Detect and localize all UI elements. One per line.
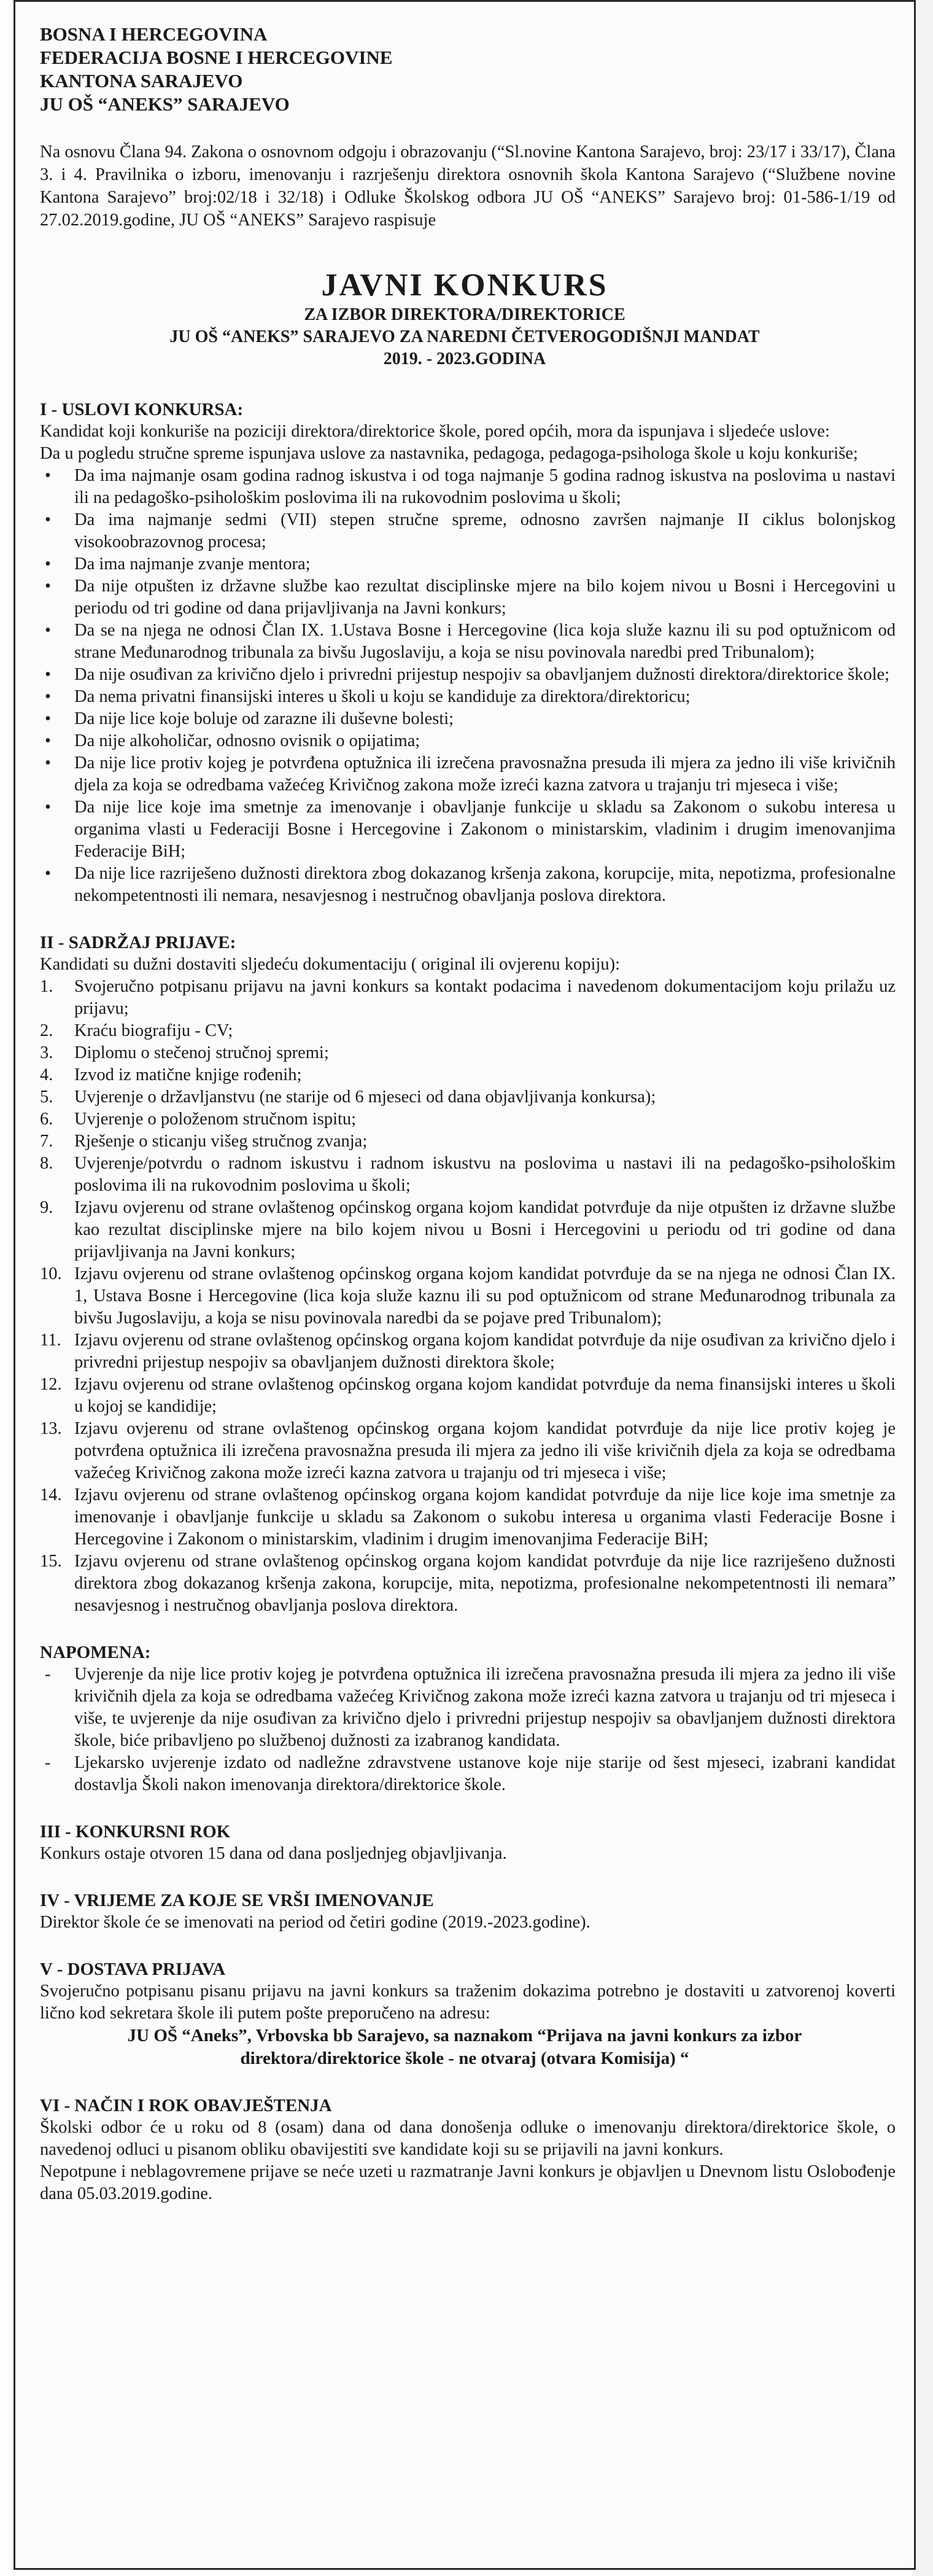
list-item-text: Da nije osuđivan za krivično djelo i privredni prijestup nespojiv sa obavljanjem dužnosti direktora/direktorice škole; (74, 665, 890, 684)
list-marker: • (45, 753, 51, 772)
document-item (40, 1086, 896, 1108)
list-item-text: Da nije otpušten iz državne službe kao rezultat disciplinske mjere na bilo kojem nivou u Bosni i Hercegovini u periodu od tri godine od dana prijavljivanja na Javni konkurs; (74, 577, 896, 618)
list-marker: • (45, 510, 51, 529)
list-marker: 7. (40, 1132, 53, 1151)
list-item-text: Uvjerenje da nije lice protiv kojeg je potvrđena optužnica ili izrečena pravosnažna presuda ili mjera za jedno ili više krivičnih djela za koja se odredbama važećeg Krivičnog zakona može izreći kazna zatvora u trajanju od tri mjeseca i više, te uvjerenje da nije osuđivan za krivično djelo i privredni prijestup nespojiv sa obavljanjem dužnosti direktora škole, biće pribavljeno po službenoj dužnosti za izabranog kandidata. (74, 1665, 896, 1750)
submission-address: JU OŠ “Aneks”, Vrbovska bb Sarajevo, sa naznakom “Prijava na javni konkurs za izbor direktora/direktorice škole - ne otvaraj (otvara Komisija) “ (127, 2026, 802, 2068)
list-item-text: Da nije lice razriješeno dužnosti direktora zbog dokazanog kršenja zakona, korupcije, mita, nepotizma, profesionalne nekompetentnosti ili nemara, nesavjesnog i nestručnog obavljanja poslova direktora. (74, 864, 896, 905)
list-marker: • (45, 555, 51, 574)
list-marker: • (45, 621, 51, 640)
section-heading-conditions: I - USLOVI KONKURSA: (40, 400, 244, 419)
list-marker: • (45, 577, 51, 596)
sub-title-line: JU OŠ “ANEKS” SARAJEVO ZA NAREDNI ČETVEROGODIŠNJI MANDAT (169, 327, 760, 346)
list-item-text: Kraću biografiju - CV; (74, 1021, 233, 1040)
institution-header (40, 23, 896, 116)
document-item (40, 1329, 896, 1374)
deadline-text: Konkurs ostaje otvoren 15 dana od dana posljednjeg objavljivanja. (40, 1844, 507, 1863)
list-item-text: Da nije lice koje ima smetnje za imenovanje i obavljanje funkcije u skladu sa Zakonom o sukobu interesa u organima vlasti u Federaciji Bosne i Hercegovine i Zakonom o ministarskim, vladinim i drugim imenovanjima Federacije BiH; (74, 798, 896, 861)
list-item-text: Diplomu o stečenoj stručnoj spremi; (74, 1043, 329, 1062)
section-heading-application-content: II - SADRŽAJ PRIJAVE: (40, 933, 236, 952)
list-marker: 9. (40, 1198, 53, 1217)
section-heading-note: NAPOMENA: (40, 1643, 151, 1662)
condition-item (40, 465, 896, 509)
conditions-list (34, 465, 896, 907)
header-line: BOSNA I HERCEGOVINA (40, 23, 268, 45)
list-marker: 2. (40, 1021, 53, 1040)
application-intro: Kandidati su dužni dostaviti sljedeću dokumentaciju ( original ili ovjerenu kopiju): (40, 955, 621, 974)
list-item-text: Izjavu ovjerenu od strane ovlaštenog općinskog organa kojom kandidat potvrđuje da nema finansijski interes u školi u kojoj se kandidije; (74, 1375, 896, 1416)
document-item (40, 1153, 896, 1197)
document-item (40, 1108, 896, 1130)
conditions-intro: Kandidat koji konkuriše na poziciji direktora/direktorice škole, pored općih, mora da ispunjava i sljedeće uslove: (40, 422, 830, 441)
list-marker: 15. (40, 1552, 62, 1571)
list-item-text: Uvjerenje o položenom stručnom ispitu; (74, 1110, 357, 1129)
sub-title-line: ZA IZBOR DIREKTORA/DIREKTORICE (304, 305, 625, 324)
section-heading-deadline: III - KONKURSNI ROK (40, 1822, 231, 1842)
section-heading-term: IV - VRIJEME ZA KOJE SE VRŠI IMENOVANJE (40, 1891, 434, 1910)
condition-item (40, 796, 896, 863)
list-item-text: Uvjerenje o državljanstvu (ne starije od 6 mjeseci od dana objavljivanja konkursa); (74, 1088, 656, 1107)
list-marker: 12. (40, 1375, 62, 1394)
list-item-text: Da nije alkoholičar, odnosno ovisnik o opijatima; (74, 731, 420, 750)
document-item (40, 1418, 896, 1484)
header-line: JU OŠ “ANEKS” SARAJEVO (40, 93, 290, 115)
condition-item (40, 863, 896, 907)
condition-item (40, 509, 896, 553)
list-marker: 11. (40, 1331, 61, 1350)
list-item-text: Izjavu ovjerenu od strane ovlaštenog općinskog organa kojom kandidat potvrđuje da nije osuđivan za krivično djelo i privredni prijestup nespojiv sa obavljanjem dužnosti direktora škole; (74, 1331, 896, 1372)
list-marker: 1. (40, 977, 53, 996)
list-item-text: Izjavu ovjerenu od strane ovlaštenog općinskog organa kojom kandidat potvrđuje da nije otpušten iz državne službe kao rezultat disciplinske mjere na bilo kojem nivou u Bosni i Hercegovini u periodu od tri godine od dana prijavljivanja na Javni konkurs; (74, 1198, 896, 1261)
note-item (40, 1752, 896, 1796)
documents-list (34, 976, 896, 1617)
condition-item (40, 575, 896, 620)
list-item-text: Izjavu ovjerenu od strane ovlaštenog općinskog organa kojom kandidat potvrđuje da se na njega ne odnosi Član IX. 1, Ustava Bosne i Hercegovine (lica koja služe kaznu ili su pod optužnicom od strane Međunarodnog tribunala za bivšu Jugoslaviju, a koja se nisu povinovala naredbi da se pojave pred Tribunalom); (74, 1264, 896, 1328)
list-marker: • (45, 665, 51, 684)
header-line: FEDERACIJA BOSNE I HERCEGOVINE (40, 47, 393, 68)
list-item-text: Da nema privatni finansijski interes u školi u koju se kandiduje za direktora/direktoricu; (74, 687, 691, 706)
list-item-text: Da ima najmanje osam godina radnog iskustva i od toga najmanje 5 godina radnog iskustva na poslovima u nastavi ili na pedagoško-psihološkim poslovima ili na rukovodnim poslovima u školi; (74, 466, 896, 507)
document-item (40, 1374, 896, 1418)
condition-item (40, 708, 896, 730)
list-item-text: Svojeručno potpisanu prijavu na javni konkurs sa kontakt podacima i navedenom dokumentacijom koju prilažu uz prijavu; (74, 977, 896, 1018)
list-item-text: Izjavu ovjerenu od strane ovlaštenog općinskog organa kojom kandidat potvrđuje da nije lice protiv kojeg je potvrđena optužnica ili izrečena pravosnažna presuda ili mjera za jedno ili više krivičnih djela za koja se odredbama važećeg Krivičnog zakona može izreći kazna zatvora u trajanju od tri mjeseca i više; (74, 1419, 896, 1482)
legal-basis-intro: Na osnovu Člana 94. Zakona o osnovnom odgoju i obrazovanju (“Sl.novine Kantona Sarajevo, broj: 23/17 i 33/17), Člana 3. i 4. Pravilnika o izboru, imenovanju i razrješenju direktora osnovnih škola Kantona Sarajevo (“Službene novine Kantona Sarajevo” broj:02/18 i 32/18) i Odluke Školskog odbora JU OŠ “ANEKS” Sarajevo broj: 01-586-1/19 od 27.02.2019.godine, JU OŠ “ANEKS” Sarajevo raspisuje (40, 142, 896, 230)
list-item-text: Izjavu ovjerenu od strane ovlaštenog općinskog organa kojom kandidat potvrđuje da nije lice koje ima smetnje za imenovanje i obavljanje funkcije u skladu sa Zakonom o sukobu interesa u organima vlasti Federacije Bosne i Hercegovine i Zakonom o ministarskim, vladinim i drugim imenovanjima Federacije BiH; (74, 1485, 896, 1549)
title-block (34, 267, 896, 370)
condition-item (40, 664, 896, 686)
list-marker: • (45, 798, 51, 817)
document-item (40, 1551, 896, 1617)
document-item (40, 1197, 896, 1263)
conditions-qualification: Da u pogledu stručne spreme ispunjava uslove za nastavnika, pedagoga, pedagoga-psihologa škole u koju konkuriše; (40, 444, 858, 463)
job-advertisement (14, 0, 916, 2570)
document-item (40, 976, 896, 1020)
list-marker: • (45, 731, 51, 750)
document-item (40, 1130, 896, 1153)
note-list (34, 1664, 896, 1796)
section-heading-notification: VI - NAČIN I ROK OBAVJEŠTENJA (40, 2096, 332, 2115)
condition-item (40, 752, 896, 796)
condition-item (40, 553, 896, 575)
list-marker: - (45, 1753, 51, 1772)
list-item-text: Uvjerenje/potvrdu o radnom iskustvu i radnom iskustvu na poslovima u nastavi ili na pedagoško-psihološkim poslovima ili na rukovodnim poslovima u školi; (74, 1154, 896, 1195)
list-item-text: Izjavu ovjerenu od strane ovlaštenog općinskog organa kojom kandidat potvrđuje da nije lice razriješeno dužnosti direktora zbog dokazanog kršenja zakona, korupcije, mita, nepotizma, profesionalne nekompetentnosti ili nemara” nesavjesnog i nestručnog obavljanja poslova direktora. (74, 1552, 896, 1615)
header-line: KANTONA SARAJEVO (40, 70, 243, 91)
publication-note: Nepotpune i neblagovremene prijave se neće uzeti u razmatranje Javni konkurs je objavljen u Dnevnom listu Oslobođenje dana 05.03.2019.godine. (40, 2162, 896, 2203)
list-marker: 14. (40, 1485, 62, 1504)
list-item-text: Da ima najmanje sedmi (VII) stepen stručne spreme, odnosno završen najmanje II ciklus bolonjskog visokoobrazovnog procesa; (74, 510, 896, 551)
list-item-text: Ljekarsko uvjerenje izdato od nadležne zdravstvene ustanove koje nije starije od šest mjeseci, izabrani kandidat dostavlja Školi nakon imenovanja direktora/direktorice škole. (74, 1753, 896, 1794)
document-item (40, 1064, 896, 1086)
list-marker: • (45, 687, 51, 706)
list-item-text: Rješenje o sticanju višeg stručnog zvanja; (74, 1132, 368, 1151)
condition-item (40, 686, 896, 708)
list-marker: • (45, 709, 51, 728)
list-marker: 4. (40, 1065, 53, 1084)
condition-item (40, 620, 896, 664)
list-marker: - (45, 1665, 51, 1684)
list-marker: 3. (40, 1043, 53, 1062)
notification-text: Školski odbor će u roku od 8 (osam) dana od dana donošenja odluke o imenovanju direktora/direktorice škole, o navedenoj odluci u pisanom obliku obavijestiti sve kandidate koji su se prijavili na javni konkurs. (40, 2118, 896, 2159)
list-marker: 5. (40, 1088, 53, 1107)
list-marker: • (45, 864, 51, 883)
document-item (40, 1484, 896, 1551)
condition-item (40, 730, 896, 752)
list-item-text: Da nije lice koje boluje od zarazne ili duševne bolesti; (74, 709, 454, 728)
section-heading-submission: V - DOSTAVA PRIJAVA (40, 1959, 226, 1979)
list-item-text: Da se na njega ne odnosi Član IX. 1.Ustava Bosne i Hercegovine (lica koja služe kaznu ili su pod optužnicom od strane Međunarodnog tribunala za bivšu Jugoslaviju, a koja se nisu povinovala naredbi pred Tribunalom); (74, 621, 896, 662)
list-item-text: Da ima najmanje zvanje mentora; (74, 555, 311, 574)
submission-text: Svojeručno potpisanu pisanu prijavu na javni konkurs sa traženim dokazima potrebno je dostaviti u zatvorenoj koverti lično kod sekretara škole ili putem pošte preporučeno na adresu: (40, 1982, 896, 2023)
list-marker: 10. (40, 1264, 62, 1283)
main-title: JAVNI KONKURS (321, 268, 608, 303)
list-marker: 13. (40, 1419, 62, 1438)
sub-title-line: 2019. - 2023.GODINA (383, 349, 546, 368)
list-item-text: Da nije lice protiv kojeg je potvrđena optužnica ili izrečena pravosnažna presuda ili mjera za jedno ili više krivičnih djela za koja se odredbama važećeg Krivičnog zakona može izreći kazna zatvora u trajanju tri mjeseca i više; (74, 753, 896, 795)
list-marker: • (45, 466, 51, 485)
document-item (40, 1020, 896, 1042)
document-item (40, 1042, 896, 1064)
term-text: Direktor škole će se imenovati na period od četiri godine (2019.-2023.godine). (40, 1913, 590, 1932)
note-item (40, 1664, 896, 1752)
list-marker: 6. (40, 1110, 53, 1129)
list-item-text: Izvod iz matične knjige rođenih; (74, 1065, 302, 1084)
list-marker: 8. (40, 1154, 53, 1173)
document-item (40, 1263, 896, 1329)
